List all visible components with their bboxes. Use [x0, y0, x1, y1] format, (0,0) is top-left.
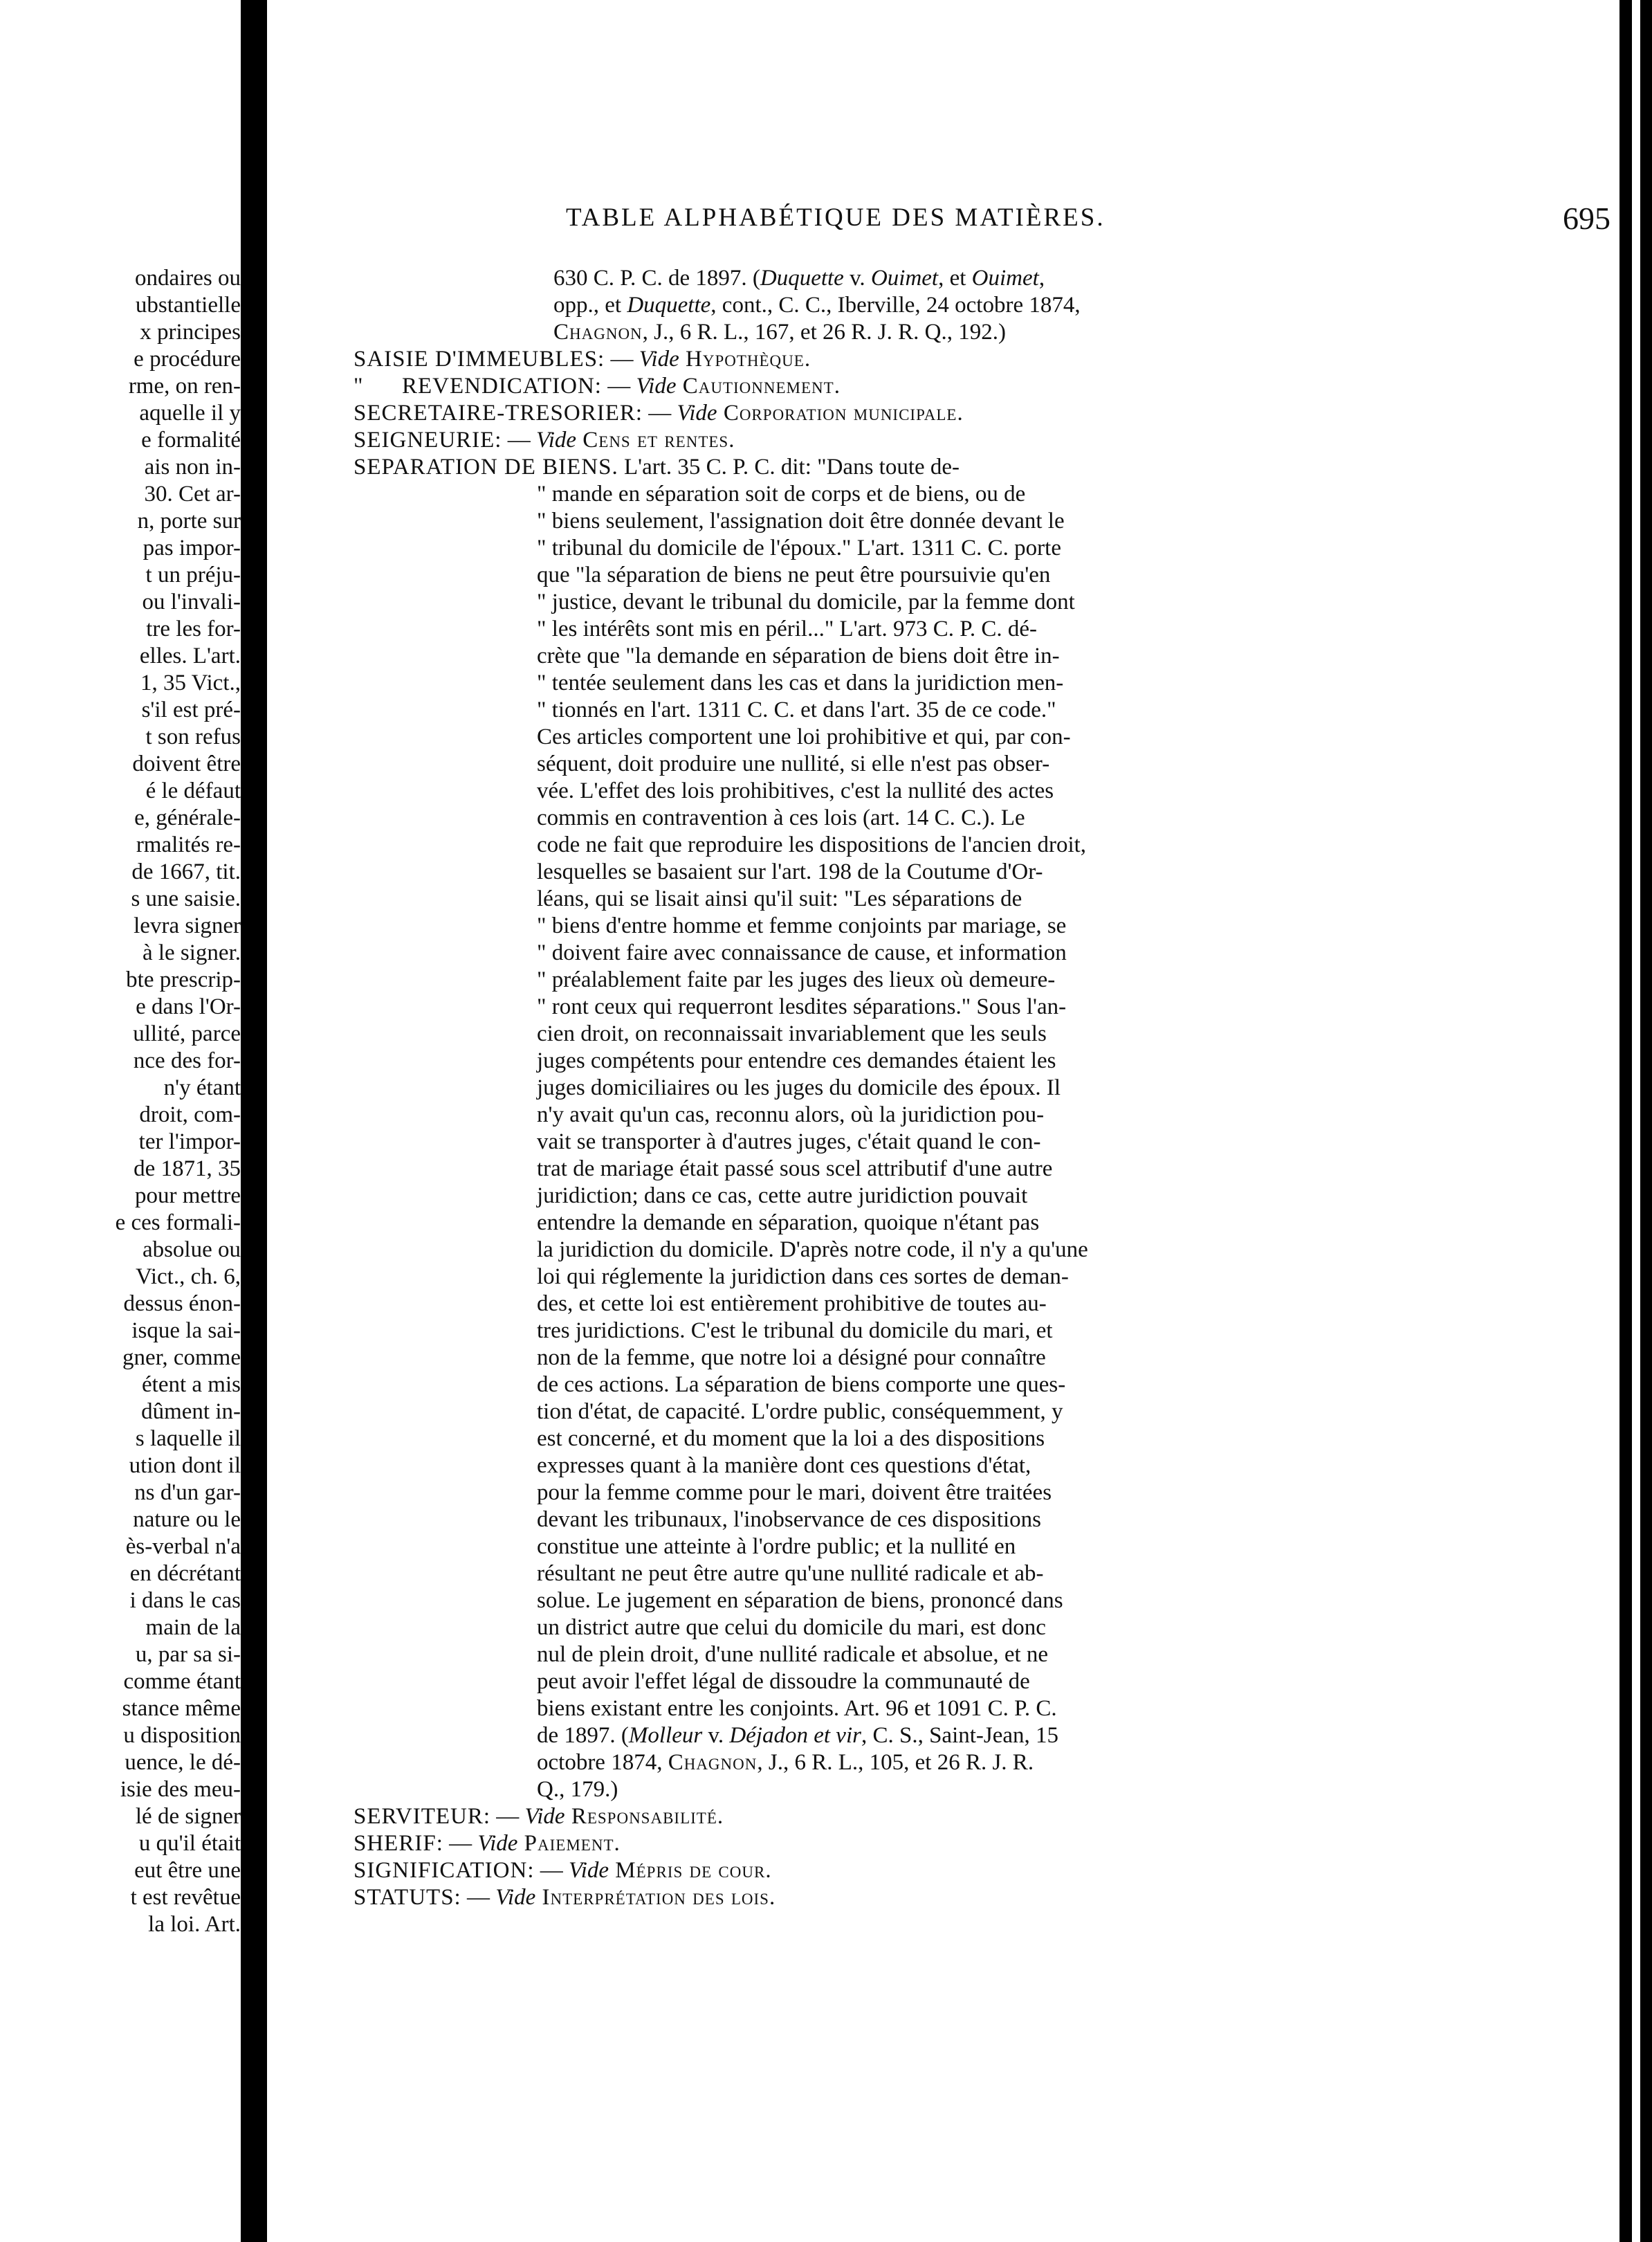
- body-text-line: peut avoir l'effet légal de dissoudre la communauté de: [537, 1669, 1030, 1694]
- left-page-line: absolue ou: [142, 1237, 241, 1262]
- left-page-line: bte prescrip-: [126, 967, 241, 992]
- body-text-line: est concerné, et du moment que la loi a des dispositions: [537, 1426, 1045, 1451]
- citation-line: Q., 179.): [537, 1777, 618, 1802]
- left-page-line: pas impor-: [143, 536, 241, 560]
- body-text-line: juges compétents pour entendre ces demandes étaient les: [537, 1048, 1056, 1073]
- left-page-line: i dans le cas: [129, 1588, 241, 1613]
- page-gutter: [241, 0, 267, 2242]
- index-entry-statuts: STATUTS: — Vide Interprétation des lois.: [354, 1885, 776, 1910]
- left-page-line: t son refus: [145, 724, 241, 749]
- left-page-line: de 1667, tit.: [131, 859, 241, 884]
- index-content: [354, 265, 1599, 1911]
- body-text-line: cien droit, on reconnaissait invariablement que les seuls: [537, 1021, 1047, 1046]
- left-page-line: 1, 35 Vict.,: [140, 671, 241, 695]
- body-text-line: tion d'état, de capacité. L'ordre public, conséquemment, y: [537, 1399, 1063, 1424]
- left-page-text-fragment: [0, 265, 241, 1938]
- left-page-line: dûment in-: [141, 1399, 241, 1424]
- body-text-line: " les intérêts sont mis en péril..." L'art. 973 C. P. C. dé-: [537, 617, 1038, 641]
- body-text-line: des, et cette loi est entièrement prohibitive de toutes au-: [537, 1291, 1047, 1316]
- left-page-line: gner, comme: [122, 1345, 241, 1370]
- left-page-line: ou l'invali-: [142, 590, 241, 614]
- body-text-line: résultant ne peut être autre qu'une nullité radicale et ab-: [537, 1561, 1044, 1586]
- left-page-line: levra signer: [134, 913, 241, 938]
- left-page-line: x principes: [140, 320, 241, 345]
- body-text-line: léans, qui se lisait ainsi qu'il suit: "Les séparations de: [537, 886, 1022, 911]
- left-page-line: e, générale-: [134, 805, 241, 830]
- left-page-line: aquelle il y: [139, 401, 241, 426]
- left-facing-page: [0, 0, 241, 2242]
- body-text-line: entendre la demande en séparation, quoique n'étant pas: [537, 1210, 1040, 1235]
- left-page-line: doivent être: [132, 751, 241, 776]
- left-page-line: e procédure: [134, 347, 241, 372]
- body-text-line: séquent, doit produire une nullité, si elle n'est pas obser-: [537, 751, 1050, 776]
- body-text-line: pour la femme comme pour le mari, doivent être traitées: [537, 1480, 1052, 1505]
- left-page-line: stance même: [122, 1696, 241, 1721]
- body-text-line: Ces articles comportent une loi prohibitive et qui, par con-: [537, 724, 1071, 749]
- body-text-line: biens existant entre les conjoints. Art. 96 et 1091 C. P. C.: [537, 1696, 1057, 1721]
- body-text-line: un district autre que celui du domicile du mari, est donc: [537, 1615, 1046, 1640]
- continuation-line: Chagnon, J., 6 R. L., 167, et 26 R. J. R. Q., 192.): [553, 320, 1006, 345]
- left-page-line: n, porte sur: [137, 509, 241, 534]
- continuation-line: opp., et Duquette, cont., C. C., Iberville, 24 octobre 1874,: [553, 293, 1081, 318]
- left-page-line: en décrétant: [129, 1561, 241, 1586]
- index-entry-revendication: " REVENDICATION: — Vide Cautionnement.: [354, 374, 841, 399]
- left-page-line: t un préju-: [145, 563, 241, 587]
- left-page-line: nce des for-: [133, 1048, 241, 1073]
- left-page-line: étent a mis: [142, 1372, 241, 1397]
- index-entry-secretaire-tresorier: SECRETAIRE-TRESORIER: — Vide Corporation municipale.: [354, 401, 964, 426]
- body-text-line: " préalablement faite par les juges des lieux où demeure-: [537, 967, 1056, 992]
- main-page: [267, 0, 1619, 2242]
- index-entry-signification: SIGNIFICATION: — Vide Mépris de cour.: [354, 1858, 772, 1883]
- left-page-line: la loi. Art.: [148, 1912, 241, 1937]
- left-page-line: s'il est pré-: [141, 698, 241, 722]
- body-text-line: loi qui réglemente la juridiction dans ces sortes de deman-: [537, 1264, 1069, 1289]
- left-page-line: isie des meu-: [120, 1777, 241, 1802]
- left-page-line: s une saisie.: [131, 886, 241, 911]
- left-page-line: u, par sa si-: [135, 1642, 241, 1667]
- body-text-line: " justice, devant le tribunal du domicile, par la femme dont: [537, 590, 1075, 614]
- left-page-line: rme, on ren-: [128, 374, 241, 399]
- left-page-line: main de la: [145, 1615, 241, 1640]
- body-text-line: commis en contravention à ces lois (art. 14 C. C.). Le: [537, 805, 1025, 830]
- left-page-line: elles. L'art.: [139, 644, 241, 668]
- left-page-line: rmalités re-: [136, 832, 241, 857]
- left-page-line: t est revêtue: [130, 1885, 241, 1910]
- body-text-line: constitue une atteinte à l'ordre public; et la nullité en: [537, 1534, 1016, 1559]
- body-text-line: tres juridictions. C'est le tribunal du domicile du mari, et: [537, 1318, 1053, 1343]
- body-text-line: n'y avait qu'un cas, reconnu alors, où la juridiction pou-: [537, 1102, 1045, 1127]
- left-page-line: droit, com-: [139, 1102, 241, 1127]
- body-text-line: lesquelles se basaient sur l'art. 198 de la Coutume d'Or-: [537, 859, 1043, 884]
- body-text-line: que "la séparation de biens ne peut être poursuivie qu'en: [537, 563, 1051, 587]
- left-page-line: comme étant: [123, 1669, 241, 1694]
- left-page-line: ubstantielle: [135, 293, 241, 318]
- body-text-line: trat de mariage était passé sous scel attributif d'une autre: [537, 1156, 1053, 1181]
- left-page-line: ais non in-: [144, 455, 241, 480]
- body-text-line: non de la femme, que notre loi a désigné pour connaître: [537, 1345, 1046, 1370]
- body-text-line: " biens seulement, l'assignation doit être donnée devant le: [537, 509, 1065, 534]
- body-text-line: juges domiciliaires ou les juges du domicile des époux. Il: [537, 1075, 1061, 1100]
- running-header: [566, 203, 1610, 237]
- body-text-line: " tentée seulement dans les cas et dans la juridiction men-: [537, 671, 1064, 695]
- body-text-line: juridiction; dans ce cas, cette autre juridiction pouvait: [537, 1183, 1028, 1208]
- index-entry-serviteur: SERVITEUR: — Vide Responsabilité.: [354, 1804, 724, 1829]
- body-text-line: " mande en séparation soit de corps et de biens, ou de: [537, 482, 1026, 507]
- left-page-line: nature ou le: [133, 1507, 241, 1532]
- continuation-line: 630 C. P. C. de 1897. (Duquette v. Ouimet, et Ouimet,: [553, 266, 1045, 291]
- left-page-line: e formalité: [141, 428, 241, 453]
- body-text-line: code ne fait que reproduire les dispositions de l'ancien droit,: [537, 832, 1087, 857]
- left-page-line: e dans l'Or-: [136, 994, 241, 1019]
- left-page-line: u qu'il était: [138, 1831, 241, 1856]
- left-page-line: ès-verbal n'a: [125, 1534, 241, 1559]
- left-page-line: uence, le dé-: [125, 1750, 241, 1775]
- separation-de-biens-body: [354, 481, 1599, 1722]
- left-page-line: tre les for-: [146, 617, 241, 641]
- body-text-line: " tribunal du domicile de l'époux." L'art. 1311 C. C. porte: [537, 536, 1061, 560]
- index-entry-saisie: SAISIE D'IMMEUBLES: — Vide Hypothèque.: [354, 347, 811, 372]
- left-page-line: isque la sai-: [131, 1318, 241, 1343]
- body-text-line: vée. L'effet des lois prohibitives, c'est la nullité des actes: [537, 778, 1054, 803]
- body-text-line: " biens d'entre homme et femme conjoints par mariage, se: [537, 913, 1067, 938]
- left-page-line: ution dont il: [129, 1453, 241, 1478]
- left-page-line: de 1871, 35: [134, 1156, 241, 1181]
- body-text-line: nul de plein droit, d'une nullité radicale et absolue, et ne: [537, 1642, 1049, 1667]
- left-page-line: e ces formali-: [115, 1210, 241, 1235]
- body-text-line: expresses quant à la manière dont ces questions d'état,: [537, 1453, 1031, 1478]
- left-page-line: u disposition: [123, 1723, 241, 1748]
- left-page-line: ondaires ou: [134, 266, 241, 291]
- page-number: 695: [1563, 201, 1610, 236]
- left-page-line: ter l'impor-: [138, 1129, 241, 1154]
- running-title: TABLE ALPHABÉTIQUE DES MATIÈRES.: [566, 203, 1105, 232]
- body-text-line: la juridiction du domicile. D'après notre code, il n'y a qu'une: [537, 1237, 1088, 1262]
- body-text-line: " ront ceux qui requerront lesdites séparations." Sous l'an-: [537, 994, 1067, 1019]
- body-text-line: devant les tribunaux, l'inobservance de ces dispositions: [537, 1507, 1042, 1532]
- body-text-line: de ces actions. La séparation de biens comporte une ques-: [537, 1372, 1066, 1397]
- left-page-line: eut être une: [134, 1858, 241, 1883]
- body-text-line: " tionnés en l'art. 1311 C. C. et dans l'art. 35 de ce code.": [537, 698, 1056, 722]
- index-entry-sherif: SHERIF: — Vide Paiement.: [354, 1831, 621, 1856]
- left-page-line: 30. Cet ar-: [144, 482, 241, 507]
- body-text-line: solue. Le jugement en séparation de biens, prononcé dans: [537, 1588, 1063, 1613]
- left-page-line: s laquelle il: [135, 1426, 241, 1451]
- citation-line: de 1897. (Molleur v. Déjadon et vir, C. S., Saint-Jean, 15: [537, 1723, 1059, 1748]
- left-page-line: ullité, parce: [133, 1021, 241, 1046]
- left-page-line: lé de signer: [135, 1804, 241, 1829]
- scan-edge: [1619, 0, 1652, 2242]
- body-text-line: crète que "la demande en séparation de biens doit être in-: [537, 644, 1060, 668]
- left-page-line: é le défaut: [145, 778, 241, 803]
- left-page-line: dessus énon-: [123, 1291, 241, 1316]
- index-entry-seigneurie: SEIGNEURIE: — Vide Cens et rentes.: [354, 428, 735, 453]
- body-text-line: vait se transporter à d'autres juges, c'était quand le con-: [537, 1129, 1041, 1154]
- citation-line: octobre 1874, Chagnon, J., 6 R. L., 105, et 26 R. J. R.: [537, 1750, 1034, 1775]
- left-page-line: ns d'un gar-: [134, 1480, 241, 1505]
- body-text-line: " doivent faire avec connaissance de cause, et information: [537, 940, 1067, 965]
- left-page-line: Vict., ch. 6,: [136, 1264, 241, 1289]
- index-entry-separation-de-biens: SEPARATION DE BIENS. L'art. 35 C. P. C. dit: "Dans toute de-: [354, 455, 960, 480]
- left-page-line: n'y étant: [163, 1075, 241, 1100]
- left-page-line: à le signer.: [142, 940, 241, 965]
- left-page-line: pour mettre: [134, 1183, 241, 1208]
